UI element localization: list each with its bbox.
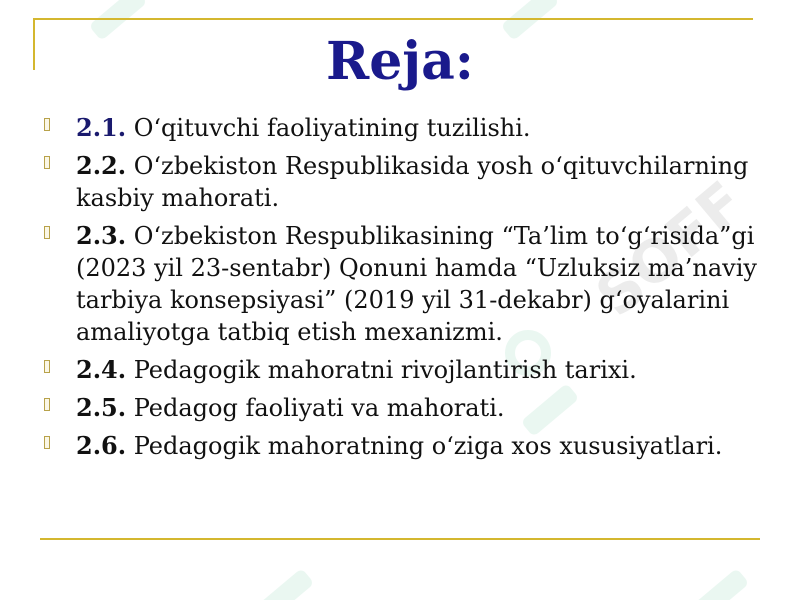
item-number: 2.2. <box>76 151 127 180</box>
agenda-item <box>0 150 800 214</box>
bottom-rule <box>40 538 760 540</box>
item-text: O‘qituvchi faoliyatining tuzilishi. <box>126 114 531 142</box>
agenda-item <box>0 392 800 424</box>
watermark-shape <box>691 568 750 600</box>
item-number: 2.6. <box>76 431 127 460</box>
item-number: 2.5. <box>76 393 127 422</box>
watermark-shape <box>256 568 315 600</box>
item-text: O‘zbekiston Respublikasining “Ta’lim to‘g‘risida”gi (2023 yil 23-sentabr) Qonuni hamda “Uzluksiz ma’naviy tarbiya konsepsiyasi” (2019 yil 31-dekabr) g‘oyalarini amaliyotga tatbiq etish mexanizmi. <box>76 222 757 346</box>
item-text: O‘zbekiston Respublikasida yosh o‘qituvchilarning kasbiy mahorati. <box>76 152 749 212</box>
top-rule <box>33 18 753 20</box>
item-text: Pedagog faoliyati va mahorati. <box>126 394 505 422</box>
bullet-icon <box>44 156 50 169</box>
bullet-icon <box>44 118 50 131</box>
agenda-item <box>0 354 800 386</box>
item-number: 2.4. <box>76 355 127 384</box>
agenda-item <box>0 430 800 462</box>
agenda-list <box>0 112 800 468</box>
watermark-text: SOFF <box>583 168 758 330</box>
bullet-icon <box>44 398 50 411</box>
item-text: Pedagogik mahoratni rivojlantirish tarixi. <box>126 356 637 384</box>
slide-title: Reja: <box>325 31 474 92</box>
bullet-icon <box>44 436 50 449</box>
bullet-icon <box>44 226 50 239</box>
item-text: Pedagogik mahoratning o‘ziga xos xususiyatlari. <box>126 432 723 460</box>
agenda-item <box>0 220 800 348</box>
agenda-item <box>0 112 800 144</box>
bullet-icon <box>44 360 50 373</box>
item-number: 2.1. <box>76 113 127 142</box>
item-number: 2.3. <box>76 221 127 250</box>
